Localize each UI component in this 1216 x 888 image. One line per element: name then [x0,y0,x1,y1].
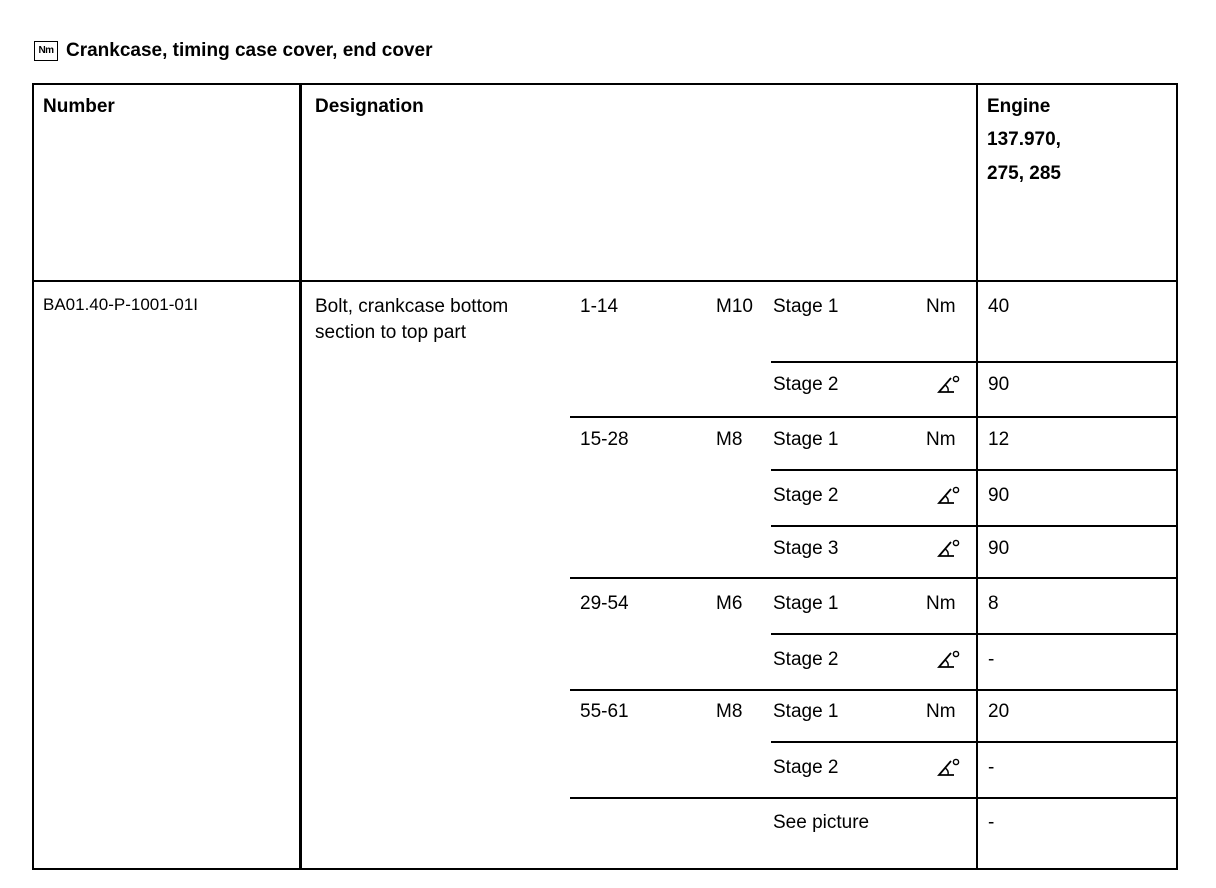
angle-icon [936,486,960,506]
bolt-range: 55-61 [580,701,629,722]
bolt-range: 29-54 [580,593,629,614]
angle-value: - [988,649,995,670]
bolt-range: 15-28 [580,429,629,450]
unit-nm: Nm [926,593,956,614]
stage-label: Stage 1 [773,429,839,450]
thread-size: M8 [716,429,743,450]
stage-label: Stage 1 [773,593,839,614]
header-engine-models: 137.970, [987,129,1061,150]
table-border-left [32,83,34,870]
angle-value: 90 [988,538,1010,559]
row-number: BA01.40-P-1001-01I [43,295,198,314]
thread-size: M10 [716,296,753,317]
torque-value: 8 [988,593,999,614]
row-divider [771,525,1177,527]
header-designation: Designation [315,96,424,117]
angle-icon [936,375,960,395]
row-divider [570,797,1177,799]
row-designation: section to top part [315,322,467,343]
header-engine: Engine [987,96,1051,117]
row-designation: Bolt, crankcase bottom [315,296,509,317]
torque-value: 20 [988,701,1010,722]
title-text: Crankcase, timing case cover, end cover [66,40,433,61]
torque-value: 12 [988,429,1010,450]
col-divider-number [299,83,302,870]
row-divider [570,577,1177,579]
torque-nm-icon: Nm [34,41,58,61]
row-divider [570,416,1177,418]
table-border-bottom [32,868,1177,870]
thread-size: M6 [716,593,743,614]
angle-icon [936,758,960,778]
stage-label: Stage 1 [773,701,839,722]
see-picture-label: See picture [773,812,870,833]
stage-label: Stage 2 [773,649,839,670]
col-divider-engine [976,83,978,870]
angle-icon [936,539,960,559]
stage-label: Stage 2 [773,485,839,506]
unit-nm: Nm [926,429,956,450]
row-divider [771,469,1177,471]
stage-label: Stage 2 [773,374,839,395]
see-picture-value: - [988,812,995,833]
angle-icon [936,650,960,670]
stage-label: Stage 3 [773,538,839,559]
row-divider [771,633,1177,635]
table-border-top [32,83,1177,85]
thread-size: M8 [716,701,743,722]
angle-value: 90 [988,485,1010,506]
header-engine-models: 275, 285 [987,163,1061,184]
angle-value: 90 [988,374,1010,395]
row-divider [771,741,1177,743]
row-divider [771,361,1177,363]
unit-nm: Nm [926,296,956,317]
torque-value: 40 [988,296,1010,317]
header-divider [32,280,1177,282]
stage-label: Stage 1 [773,296,839,317]
stage-label: Stage 2 [773,757,839,778]
angle-value: - [988,757,995,778]
header-number: Number [43,96,115,117]
row-divider [570,689,1177,691]
unit-nm: Nm [926,701,956,722]
bolt-range: 1-14 [580,296,619,317]
table-border-right [1176,83,1178,870]
